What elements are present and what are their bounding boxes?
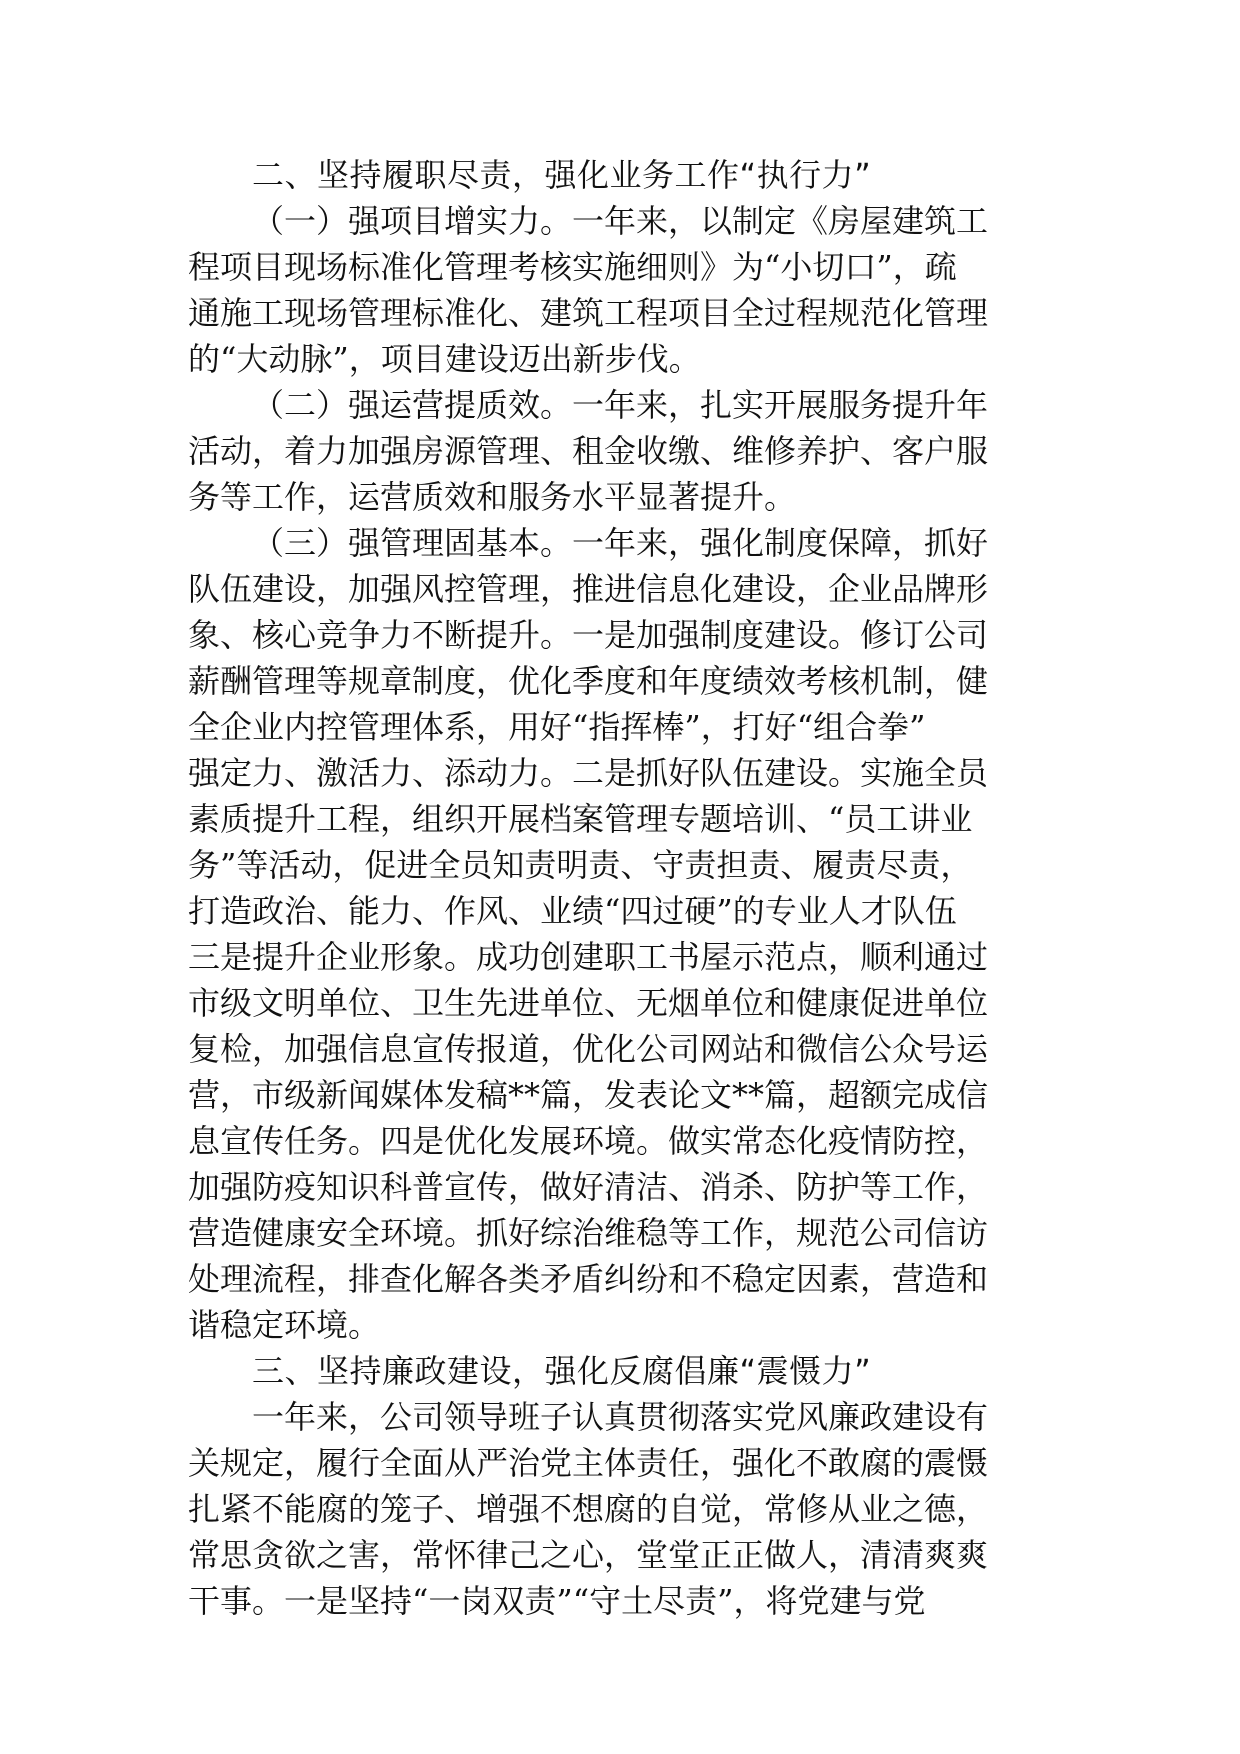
paragraph-line: 素质提升工程，组织开展档案管理专题培训、“员工讲业 [188, 800, 973, 838]
paragraph-line: 薪酬管理等规章制度，优化季度和年度绩效考核机制，健 [188, 662, 989, 700]
paragraph-line: 加强防疫知识科普宣传，做好清洁、消杀、防护等工作， [188, 1168, 989, 1206]
section-heading: 二、坚持履职尽责，强化业务工作“执行力” [252, 156, 872, 194]
paragraph-line: 市级文明单位、卫生先进单位、无烟单位和健康促进单位 [188, 984, 989, 1022]
paragraph-line: 一年来，公司领导班子认真贯彻落实党风廉政建设有 [252, 1398, 989, 1436]
paragraph-line: 象、核心竞争力不断提升。一是加强制度建设。修订公司 [188, 616, 989, 654]
paragraph-line: （三）强管理固基本。一年来，强化制度保障，抓好 [252, 524, 989, 562]
paragraph-line: 营，市级新闻媒体发稿**篇，发表论文**篇，超额完成信 [188, 1076, 989, 1114]
paragraph-line: 打造政治、能力、作风、业绩“四过硬”的专业人才队伍 [188, 892, 957, 930]
paragraph-line: 干事。一是坚持“一岗双责”“守土尽责”，将党建与党 [188, 1582, 926, 1620]
paragraph-line: 谐稳定环境。 [188, 1306, 381, 1344]
paragraph-line: 强定力、激活力、添动力。二是抓好队伍建设。实施全员 [188, 754, 989, 792]
paragraph-line: 复检，加强信息宣传报道，优化公司网站和微信公众号运 [188, 1030, 989, 1068]
paragraph-line: 扎紧不能腐的笼子、增强不想腐的自觉，常修从业之德， [188, 1490, 989, 1528]
paragraph-line: 务等工作，运营质效和服务水平显著提升。 [188, 478, 797, 516]
paragraph-line: 全企业内控管理体系，用好“指挥棒”，打好“组合拳” [188, 708, 926, 746]
paragraph-line: 的“大动脉”，项目建设迈出新步伐。 [188, 340, 701, 378]
paragraph-line: 息宣传任务。四是优化发展环境。做实常态化疫情防控， [188, 1122, 989, 1160]
paragraph-line: 三是提升企业形象。成功创建职工书屋示范点，顺利通过 [188, 938, 989, 976]
paragraph-line: 务”等活动，促进全员知责明责、守责担责、履责尽责， [188, 846, 973, 884]
document-body [188, 152, 1058, 1624]
paragraph-line: 活动，着力加强房源管理、租金收缴、维修养护、客户服 [188, 432, 989, 470]
paragraph-line: 营造健康安全环境。抓好综治维稳等工作，规范公司信访 [188, 1214, 989, 1252]
paragraph-line: 通施工现场管理标准化、建筑工程项目全过程规范化管理 [188, 294, 989, 332]
paragraph-line: 常思贪欲之害，常怀律己之心，堂堂正正做人，清清爽爽 [188, 1536, 989, 1574]
paragraph-line: 处理流程，排查化解各类矛盾纠纷和不稳定因素，营造和 [188, 1260, 989, 1298]
paragraph-line: 关规定，履行全面从严治党主体责任，强化不敢腐的震慑 [188, 1444, 989, 1482]
paragraph-line: 队伍建设，加强风控管理，推进信息化建设，企业品牌形 [188, 570, 989, 608]
paragraph-line: （二）强运营提质效。一年来，扎实开展服务提升年 [252, 386, 989, 424]
paragraph-line: （一）强项目增实力。一年来，以制定《房屋建筑工 [252, 202, 989, 240]
paragraph-line: 程项目现场标准化管理考核实施细则》为“小切口”，疏 [188, 248, 957, 286]
section-heading: 三、坚持廉政建设，强化反腐倡廉“震慑力” [252, 1352, 872, 1390]
